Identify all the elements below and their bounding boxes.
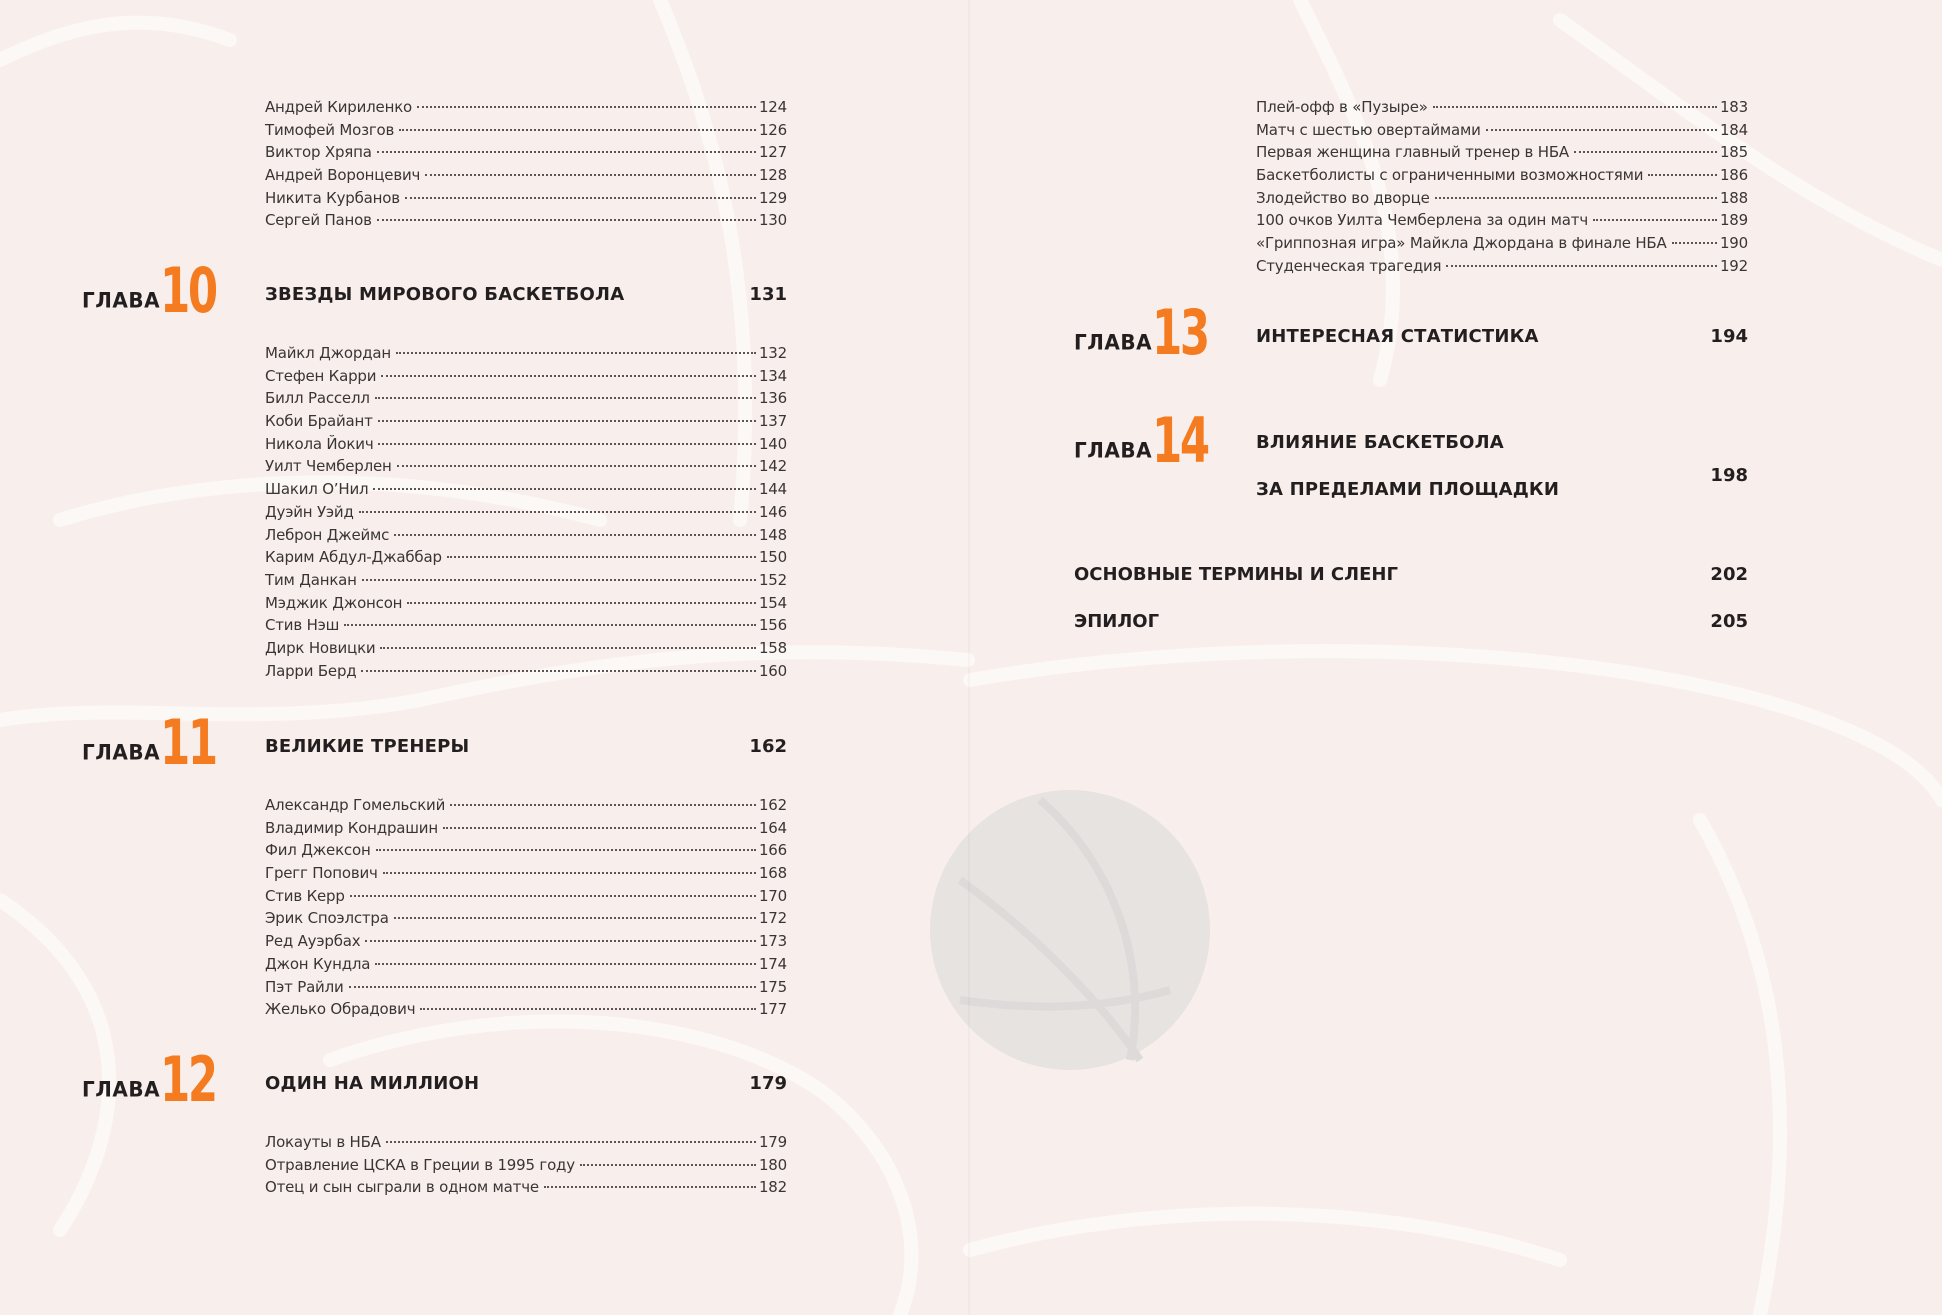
chapter-page-number: 194 (1710, 326, 1748, 347)
chapter-page-number: 131 (749, 284, 787, 305)
dot-leader (394, 917, 756, 919)
chapter-14-heading[interactable] (1074, 404, 1748, 502)
chapter-label: ГЛАВА (82, 739, 161, 765)
toc-list-top-left (265, 98, 787, 234)
dot-leader (1486, 129, 1717, 131)
toc-entry[interactable] (265, 1156, 787, 1179)
entry-title: «Гриппозная игра» Майкла Джордана в финале НБА (1256, 234, 1667, 253)
entry-page-number: 144 (758, 480, 787, 499)
entry-page-number: 146 (758, 502, 787, 521)
entry-title: Уилт Чемберлен (265, 457, 392, 476)
chapter-number: 11 (160, 706, 216, 779)
entry-title: Коби Брайант (265, 412, 373, 431)
dot-leader (420, 1008, 756, 1010)
entry-title: Ларри Берд (265, 661, 357, 680)
toc-entry[interactable] (265, 594, 787, 617)
entry-page-number: 179 (758, 1133, 787, 1151)
entry-page-number: 150 (758, 548, 787, 567)
entry-title: Тимофей Мозгов (265, 120, 395, 139)
toc-entry[interactable] (1256, 98, 1748, 121)
dot-leader (375, 397, 756, 399)
entry-title: Эрик Споэлстра (265, 909, 389, 928)
entry-title: Отец и сын сыграли в одном матче (265, 1178, 539, 1197)
toc-entry[interactable] (265, 887, 787, 910)
toc-entry[interactable] (265, 819, 787, 842)
entry-page-number: 160 (758, 661, 787, 680)
entry-title: Майкл Джордан (265, 344, 391, 362)
dot-leader (376, 849, 756, 851)
toc-entry[interactable] (265, 841, 787, 864)
entry-title: Плей-офф в «Пузыре» (1256, 98, 1428, 116)
entry-title: Стефен Карри (265, 366, 377, 385)
toc-entry[interactable] (265, 548, 787, 571)
entry-title: Мэджик Джонсон (265, 593, 403, 612)
dot-leader (580, 1164, 756, 1166)
entry-title: Стив Нэш (265, 616, 340, 635)
chapter-title: ОДИН НА МИЛЛИОН (265, 1073, 480, 1094)
entry-page-number: 186 (1719, 166, 1748, 185)
entry-title: Тим Данкан (265, 570, 357, 589)
entry-title: Александр Гомельский (265, 796, 446, 814)
entry-title: Никола Йокич (265, 434, 374, 453)
dot-leader (386, 1141, 756, 1143)
dot-leader (1672, 242, 1717, 244)
toc-list-top-right (1256, 98, 1748, 280)
dot-leader (544, 1186, 756, 1188)
chapter-title-line-1: ВЛИЯНИЕ БАСКЕТБОЛА (1256, 432, 1504, 453)
chapter-title-line-2: ЗА ПРЕДЕЛАМИ ПЛОЩАДКИ (1256, 479, 1560, 500)
entry-title: Карим Абдул-Джаббар (265, 548, 442, 567)
toc-entry[interactable] (265, 480, 787, 503)
toc-entry[interactable] (265, 639, 787, 662)
entry-page-number: 168 (758, 864, 787, 883)
entry-title: Джон Кундла (265, 954, 371, 973)
entry-page-number: 130 (758, 211, 787, 230)
entry-title: Никита Курбанов (265, 188, 400, 207)
entry-title: Локауты в НБА (265, 1133, 381, 1151)
entry-page-number: 182 (758, 1178, 787, 1197)
toc-entry[interactable] (265, 344, 787, 367)
dot-leader (377, 219, 756, 221)
terms-page-number: 202 (1710, 564, 1748, 585)
entry-page-number: 148 (758, 525, 787, 544)
dot-leader (383, 872, 756, 874)
entry-page-number: 174 (758, 954, 787, 973)
toc-entry[interactable] (265, 1133, 787, 1156)
entry-page-number: 185 (1719, 143, 1748, 162)
chapter-page-number: 162 (749, 736, 787, 757)
dot-leader (407, 602, 756, 604)
toc-entry[interactable] (265, 166, 787, 189)
dot-leader (375, 963, 756, 965)
chapter-number: 10 (160, 254, 216, 327)
entry-page-number: 172 (758, 909, 787, 928)
toc-entry[interactable] (265, 1178, 787, 1201)
toc-entry[interactable] (265, 864, 787, 887)
entry-page-number: 162 (758, 796, 787, 814)
toc-entry[interactable] (265, 796, 787, 819)
chapter-page-number: 179 (749, 1073, 787, 1094)
toc-entry[interactable] (265, 211, 787, 234)
entry-title: Владимир Кондрашин (265, 818, 438, 837)
dot-leader (399, 129, 756, 131)
dot-leader (344, 624, 756, 626)
epilogue-title: ЭПИЛОГ (1074, 611, 1160, 632)
entry-page-number: 164 (758, 818, 787, 837)
dot-leader (405, 197, 756, 199)
entry-page-number: 132 (758, 344, 787, 362)
toc-entry[interactable] (265, 909, 787, 932)
toc-entry[interactable] (1256, 121, 1748, 144)
entry-page-number: 166 (758, 841, 787, 860)
chapter-label: ГЛАВА (1074, 329, 1153, 355)
chapter-label: ГЛАВА (1074, 437, 1153, 463)
toc-terms-row[interactable] (1074, 564, 1748, 585)
dot-leader (443, 827, 756, 829)
toc-entry[interactable] (265, 435, 787, 458)
entry-page-number: 158 (758, 638, 787, 657)
entry-page-number: 188 (1719, 188, 1748, 207)
entry-title: Билл Расселл (265, 389, 370, 408)
entry-title: Фил Джексон (265, 841, 371, 860)
dot-leader (394, 534, 756, 536)
dot-leader (381, 375, 756, 377)
chapter-title: ВЕЛИКИЕ ТРЕНЕРЫ (265, 736, 470, 757)
toc-entry[interactable] (265, 503, 787, 526)
chapter-number: 14 (1152, 404, 1208, 477)
toc-entry[interactable] (265, 121, 787, 144)
dot-leader (1446, 265, 1717, 267)
entry-page-number: 183 (1719, 98, 1748, 116)
dot-leader (425, 174, 756, 176)
toc-entry[interactable] (265, 571, 787, 594)
chapter-title: ЗВЕЗДЫ МИРОВОГО БАСКЕТБОЛА (265, 284, 625, 305)
dot-leader (447, 556, 756, 558)
entry-page-number: 124 (758, 98, 787, 116)
toc-entry[interactable] (1256, 143, 1748, 166)
entry-page-number: 152 (758, 570, 787, 589)
entry-page-number: 128 (758, 166, 787, 185)
entry-page-number: 192 (1719, 256, 1748, 275)
dot-leader (359, 511, 756, 513)
entry-title: Виктор Хряпа (265, 143, 372, 162)
entry-page-number: 156 (758, 616, 787, 635)
toc-entry[interactable] (1256, 257, 1748, 280)
dot-leader (1574, 151, 1717, 153)
dot-leader (417, 106, 756, 108)
entry-title: Желько Обрадович (265, 1000, 416, 1019)
entry-page-number: 184 (1719, 120, 1748, 139)
toc-entry[interactable] (265, 662, 787, 685)
chapter-label: ГЛАВА (82, 1076, 161, 1102)
chapter-13-heading[interactable] (1074, 296, 1748, 369)
chapter-10-heading[interactable] (82, 254, 787, 327)
entry-title: Ред Ауэрбах (265, 932, 361, 951)
entry-title: Андрей Кириленко (265, 98, 413, 116)
toc-list-chapter-11 (265, 796, 787, 1023)
entry-page-number: 126 (758, 120, 787, 139)
dot-leader (361, 670, 756, 672)
entry-page-number: 180 (758, 1155, 787, 1174)
chapter-title: ИНТЕРЕСНАЯ СТАТИСТИКА (1256, 326, 1539, 347)
toc-entry[interactable] (265, 978, 787, 1001)
entry-page-number: 127 (758, 143, 787, 162)
entry-page-number: 136 (758, 389, 787, 408)
entry-page-number: 154 (758, 593, 787, 612)
chapter-page-number: 198 (1710, 465, 1748, 486)
dot-leader (397, 465, 756, 467)
epilogue-page-number: 205 (1710, 611, 1748, 632)
dot-leader (1648, 174, 1717, 176)
toc-list-chapter-10 (265, 344, 787, 684)
entry-title: Злодейство во дворце (1256, 188, 1430, 207)
dot-leader (396, 352, 756, 354)
entry-title: Шакил О’Нил (265, 480, 369, 499)
entry-page-number: 175 (758, 977, 787, 996)
chapter-11-heading[interactable] (82, 706, 787, 779)
chapter-12-heading[interactable] (82, 1043, 787, 1116)
entry-title: Студенческая трагедия (1256, 256, 1442, 275)
toc-entry[interactable] (1256, 166, 1748, 189)
dot-leader (1435, 197, 1717, 199)
entry-title: Пэт Райли (265, 977, 344, 996)
dot-leader (373, 488, 756, 490)
entry-title: Дуэйн Уэйд (265, 502, 354, 521)
toc-entry[interactable] (265, 143, 787, 166)
dot-leader (362, 579, 756, 581)
left-page (0, 0, 968, 1315)
entry-title: Стив Керр (265, 886, 345, 905)
toc-entry[interactable] (265, 389, 787, 412)
entry-title: Баскетболисты с ограниченными возможностями (1256, 166, 1644, 185)
entry-page-number: 134 (758, 366, 787, 385)
entry-title: Грегг Попович (265, 864, 378, 883)
toc-entry[interactable] (265, 367, 787, 390)
dot-leader (378, 420, 756, 422)
toc-entry[interactable] (1256, 234, 1748, 257)
entry-title: Отравление ЦСКА в Греции в 1995 году (265, 1155, 575, 1174)
toc-entry[interactable] (265, 98, 787, 121)
toc-list-chapter-12 (265, 1133, 787, 1201)
entry-title: Первая женщина главный тренер в НБА (1256, 143, 1569, 162)
entry-title: Дирк Новицки (265, 638, 376, 657)
toc-entry[interactable] (265, 457, 787, 480)
entry-page-number: 189 (1719, 211, 1748, 230)
toc-entry[interactable] (1256, 189, 1748, 212)
entry-page-number: 177 (758, 1000, 787, 1019)
toc-entry[interactable] (265, 932, 787, 955)
toc-entry[interactable] (265, 1000, 787, 1023)
terms-title: ОСНОВНЫЕ ТЕРМИНЫ И СЛЕНГ (1074, 564, 1398, 585)
dot-leader (365, 940, 756, 942)
chapter-number: 12 (160, 1043, 216, 1116)
entry-page-number: 140 (758, 434, 787, 453)
entry-title: Сергей Панов (265, 211, 372, 230)
toc-entry[interactable] (1256, 211, 1748, 234)
entry-page-number: 142 (758, 457, 787, 476)
entry-title: 100 очков Уилта Чемберлена за один матч (1256, 211, 1588, 230)
dot-leader (450, 804, 756, 806)
toc-epilogue-row[interactable] (1074, 611, 1748, 632)
entry-page-number: 170 (758, 886, 787, 905)
entry-title: Леброн Джеймс (265, 525, 390, 544)
right-page (970, 0, 1942, 1315)
entry-page-number: 129 (758, 188, 787, 207)
dot-leader (380, 647, 755, 649)
entry-title: Андрей Воронцевич (265, 166, 421, 185)
dot-leader (1433, 106, 1717, 108)
dot-leader (350, 895, 756, 897)
toc-entry[interactable] (265, 955, 787, 978)
chapter-number: 13 (1152, 296, 1208, 369)
chapter-label: ГЛАВА (82, 287, 161, 313)
entry-page-number: 190 (1719, 234, 1748, 253)
toc-entry[interactable] (265, 189, 787, 212)
dot-leader (377, 151, 756, 153)
dot-leader (378, 443, 755, 445)
toc-entry[interactable] (265, 412, 787, 435)
dot-leader (1593, 219, 1717, 221)
entry-title: Матч с шестью овертаймами (1256, 120, 1481, 139)
entry-page-number: 137 (758, 412, 787, 431)
toc-entry[interactable] (265, 526, 787, 549)
entry-page-number: 173 (758, 932, 787, 951)
dot-leader (349, 986, 756, 988)
toc-entry[interactable] (265, 616, 787, 639)
